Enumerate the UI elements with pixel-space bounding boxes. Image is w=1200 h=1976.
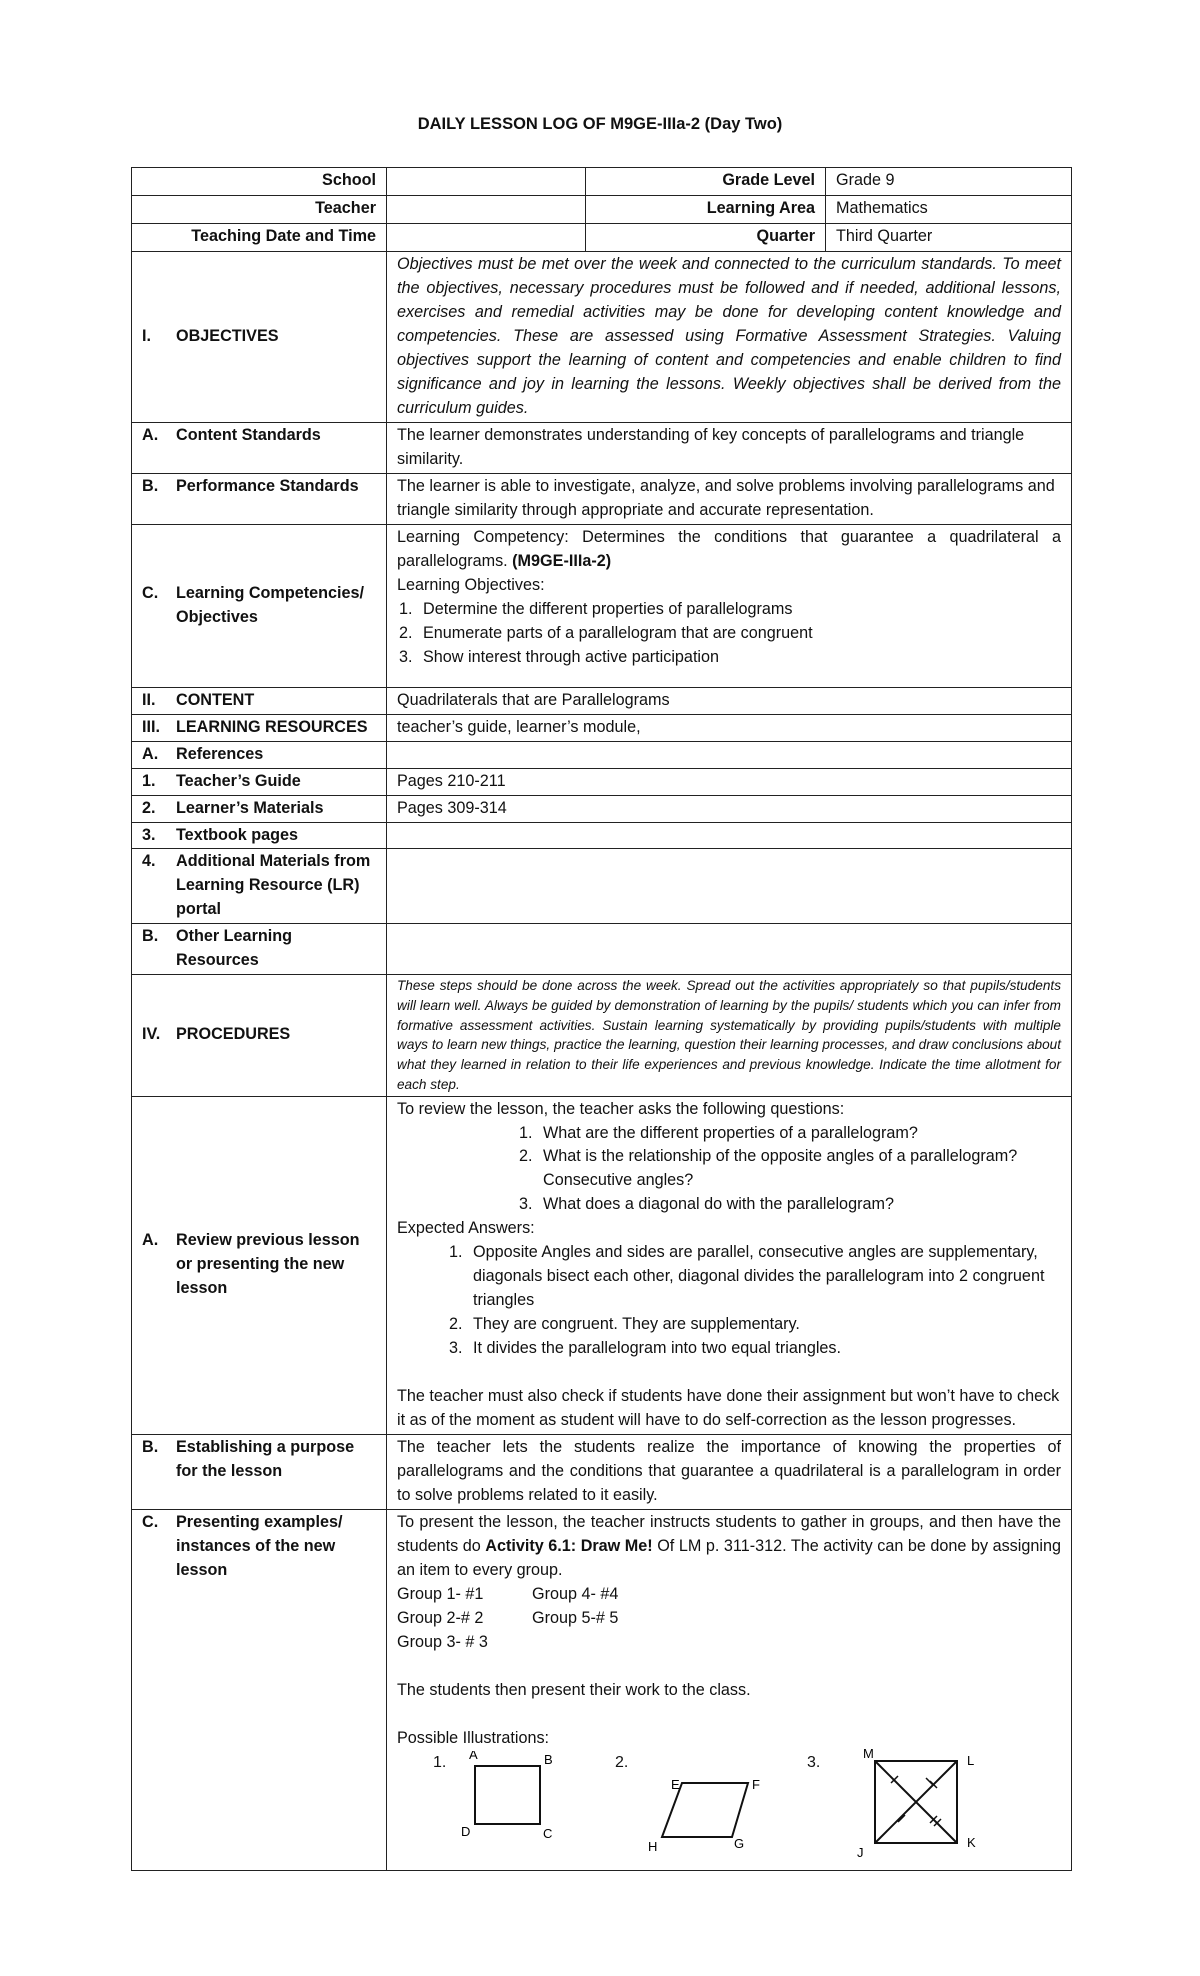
illustrations xyxy=(397,1745,1061,1869)
learning-objectives-title: Learning Objectives: xyxy=(397,575,545,594)
section-label: Establishing a purpose for the lesson xyxy=(176,1438,355,1481)
section-label: Performance Standards xyxy=(176,476,359,495)
competencies-cell xyxy=(387,524,1072,687)
illustrations-title: Possible Illustrations: xyxy=(397,1728,550,1747)
list-item: 3. What does a diagonal do with the parallelogram? xyxy=(537,1193,1061,1217)
vertex-label: A xyxy=(469,1750,478,1762)
vertex-label: H xyxy=(648,1838,658,1851)
learning-resources-text: teacher’s guide, learner’s module, xyxy=(387,714,1072,741)
date-value xyxy=(387,224,586,252)
purpose-text: The teacher lets the students realize the importance of knowing the properties of parallelograms and the conditions that guarantee a quadrilateral is a parallelogram in order to solve problems related to it easily. xyxy=(387,1435,1072,1510)
procedures-row: IV. PROCEDURES These steps should be done across the week. Spread out the activities appropriately so that pupils/students will learn well. Always be guided by demonstration of learning by the pupils/ students which you can infer from formative assessment activities. Sustain learning systematically by providing pupils/students with multiple ways to learn new things, practice the learning, question their learning processes, and draw conclusions about what they learned in relation to their life experiences and previous knowledge. Indicate the time allotment for each step. xyxy=(132,975,1072,1096)
activity-name: Activity 6.1: Draw Me! xyxy=(485,1537,653,1555)
header-row-date xyxy=(132,224,1072,252)
group-item: Group 3- # 3 xyxy=(397,1632,488,1651)
section-label: OBJECTIVES xyxy=(176,326,279,345)
parallelogram-figure xyxy=(642,1751,772,1851)
list-item: 3. It divides the parallelogram into two equal triangles. xyxy=(467,1337,1061,1361)
group-item: Group 1- #1 xyxy=(397,1584,484,1603)
learning-area-label: Learning Area xyxy=(586,196,826,224)
group-item: Group 5-# 5 xyxy=(532,1608,619,1627)
section-label: Learner’s Materials xyxy=(176,798,324,817)
learners-materials-row: 2. Learner’s Materials Pages 309-314 xyxy=(132,795,1072,822)
teachers-guide-pages: Pages 210-211 xyxy=(387,768,1072,795)
content-standards-row: A. Content Standards The learner demonstrates understanding of key concepts of parallelograms and triangle similarity. xyxy=(132,422,1072,473)
list-item: 2. They are congruent. They are supplementary. xyxy=(467,1313,1061,1337)
review-row: A. Review previous lesson or presenting the new lesson To review the lesson, the teacher asks the following questions: 1. What are the different properties of a parallelogram? 2. What is the relationship of the opposite angles of a parallelogram? Consecutive angles? 3. What does a diagonal do with the parallelogram? Expected Answers: 1. Opposite Angles and sides are parallel, consecutive angles are supplementary, diagonals bisect each other, diagonal divides the parallelogram into 2 congruent triangles 2. They are congruent. They are supplementary. 3. It divides the parallelogram into two equal triangles. The teacher must also check if students have done their assignment but won’t have to check it as of the moment as student will have to do self-correction as the lesson progresses. xyxy=(132,1096,1072,1435)
textbook-pages-row: 3. Textbook pages xyxy=(132,822,1072,849)
section-label: Teacher’s Guide xyxy=(176,771,301,790)
vertex-label: D xyxy=(461,1823,471,1839)
list-item: 2. Enumerate parts of a parallelogram that are congruent xyxy=(417,622,1061,646)
group-item: Group 4- #4 xyxy=(532,1584,619,1603)
list-item: 1. Determine the different properties of parallelograms xyxy=(417,598,1061,622)
references-row: A. References xyxy=(132,741,1072,768)
school-label: School xyxy=(132,168,387,196)
vertex-label: C xyxy=(543,1825,553,1841)
lesson-log-table xyxy=(131,167,1072,1871)
teacher-value xyxy=(387,196,586,224)
review-note: The teacher must also check if students have done their assignment but won’t have to check it as of the moment as student will have to do self-correction as the lesson progresses. xyxy=(397,1387,1060,1430)
school-value xyxy=(387,168,586,196)
section-label: Presenting examples/ instances of the new lesson xyxy=(176,1513,343,1579)
list-item: 1. Opposite Angles and sides are parallel, consecutive angles are supplementary, diagonals bisect each other, diagonal divides the parallelogram into 2 congruent triangles xyxy=(467,1241,1061,1313)
content-text: Quadrilaterals that are Parallelograms xyxy=(387,687,1072,714)
section-label: Textbook pages xyxy=(176,825,299,844)
review-cell xyxy=(387,1096,1072,1435)
other-resources-row: B. Other Learning Resources xyxy=(132,924,1072,975)
teacher-label: Teacher xyxy=(132,196,387,224)
section-label: Review previous lesson or presenting the new lesson xyxy=(176,1231,360,1298)
content-standards-text: The learner demonstrates understanding of key concepts of parallelograms and triangle similarity. xyxy=(387,422,1072,473)
vertex-label: B xyxy=(544,1751,553,1767)
grade-level-value: Grade 9 xyxy=(826,168,1072,196)
page-title: DAILY LESSON LOG OF M9GE-IIIa-2 (Day Two) xyxy=(417,115,783,133)
learning-area-value: Mathematics xyxy=(826,196,1072,224)
vertex-label: K xyxy=(967,1834,976,1850)
figure-number: 3. xyxy=(807,1753,821,1771)
vertex-label: E xyxy=(671,1776,680,1792)
list-item: 2. What is the relationship of the opposite angles of a parallelogram? Consecutive angles? xyxy=(537,1145,1061,1193)
square-diagonals-figure xyxy=(847,1741,987,1859)
competency-text: Learning Competency: Determines the conditions that guarantee a quadrilateral a parallelograms. xyxy=(397,527,1061,570)
figure-number: 1. xyxy=(433,1753,447,1771)
figure-number: 2. xyxy=(615,1753,629,1771)
section-label: Content Standards xyxy=(176,425,321,444)
quarter-label: Quarter xyxy=(586,224,826,252)
learning-resources-row: III. LEARNING RESOURCES teacher’s guide, learner’s module, xyxy=(132,714,1072,741)
list-item: 1. What are the different properties of a parallelogram? xyxy=(537,1122,1061,1146)
rectangle-figure xyxy=(457,1751,557,1851)
section-label: LEARNING RESOURCES xyxy=(176,717,368,736)
section-label: Learning Competencies/ Objectives xyxy=(176,583,364,626)
list-item: 3. Show interest through active participation xyxy=(417,646,1061,670)
section-label: Additional Materials from Learning Resource (LR) portal xyxy=(176,852,371,919)
section-label: Other Learning Resources xyxy=(176,927,293,970)
vertex-label: F xyxy=(752,1776,760,1792)
learners-materials-pages: Pages 309-314 xyxy=(387,795,1072,822)
vertex-label: M xyxy=(863,1745,874,1761)
review-intro: To review the lesson, the teacher asks the following questions: xyxy=(397,1099,845,1118)
objectives-text: Objectives must be met over the week and connected to the curriculum standards. To meet the objectives, necessary procedures must be followed and if needed, additional lessons, exercises and remedial activities may be done for developing content knowledge and competencies. These are assessed using Formative Assessment Strategies. Valuing objectives support the learning of content and competencies and enable children to find significance and joy in learning the lessons. Weekly objectives shall be derived from the curriculum guides. xyxy=(387,252,1072,423)
date-label: Teaching Date and Time xyxy=(132,224,387,252)
section-number: I. xyxy=(142,326,151,345)
section-label: PROCEDURES xyxy=(176,1025,291,1044)
header-row-teacher xyxy=(132,196,1072,224)
competency-code: (M9GE-IIIa-2) xyxy=(512,551,612,570)
present-text: The students then present their work to the class. xyxy=(397,1680,751,1699)
section-label: References xyxy=(176,744,264,763)
content-row: II. CONTENT Quadrilaterals that are Parallelograms xyxy=(132,687,1072,714)
competencies-row: C. Learning Competencies/ Objectives Learning Competency: Determines the conditions that guarantee a quadrilateral a parallelograms. (M9GE-IIIa-2) Learning Objectives: 1. Determine the different properties of parallelograms 2. Enumerate parts of a parallelogram that are congruent 3. Show interest through active participation xyxy=(132,524,1072,687)
grade-level-label: Grade Level xyxy=(586,168,826,196)
group-item: Group 2-# 2 xyxy=(397,1608,484,1627)
quarter-value: Third Quarter xyxy=(826,224,1072,252)
performance-standards-row: B. Performance Standards The learner is able to investigate, analyze, and solve problems involving parallelograms and triangle similarity through appropriate and accurate representation. xyxy=(132,473,1072,524)
teachers-guide-row: 1. Teacher’s Guide Pages 210-211 xyxy=(132,768,1072,795)
objectives-row xyxy=(132,252,1072,423)
vertex-label: G xyxy=(734,1835,745,1851)
section-label: CONTENT xyxy=(176,690,255,709)
vertex-label: J xyxy=(857,1844,864,1859)
additional-materials-row: 4. Additional Materials from Learning Resource (LR) portal xyxy=(132,849,1072,924)
header-row-school xyxy=(132,168,1072,196)
performance-standards-text: The learner is able to investigate, analyze, and solve problems involving parallelograms and triangle similarity through appropriate and accurate representation. xyxy=(387,473,1072,524)
vertex-label: L xyxy=(967,1752,975,1768)
procedures-text: These steps should be done across the week. Spread out the activities appropriately so that pupils/students will learn well. Always be guided by demonstration of learning by the pupils/ students which you can infer from formative assessment activities. Sustain learning systematically by providing pupils/students with multiple ways to learn new things, practice the learning, question their learning processes, and draw conclusions about what they learned in relation to their life experiences and previous knowledge. Indicate the time allotment for each step. xyxy=(387,975,1072,1096)
presenting-row: C. Presenting examples/ instances of the new lesson To present the lesson, the teacher instructs students to gather in groups, and then have the students do Activity 6.1: Draw Me! Of LM p. 311-312. The activity can be done by assigning an item to every group. Group 1- #1 Group 4- #4 Group 2-# 2 Group 5-# 5 Group 3- # 3 The students then present their work to the class. Possible Illustrations: 1. 2. 3. A B C D E F G H M L K J xyxy=(132,1510,1072,1871)
group-assignments xyxy=(397,1583,1061,1655)
purpose-row: B. Establishing a purpose for the lesson The teacher lets the students realize the importance of knowing the properties of parallelograms and the conditions that guarantee a quadrilateral is a parallelogram in order to solve problems related to it easily. xyxy=(132,1435,1072,1510)
answers-title: Expected Answers: xyxy=(397,1219,535,1238)
presenting-cell: To present the lesson, the teacher instructs students to gather in groups, and then have the students do Activity 6.1: Draw Me! Of LM p. 311-312. The activity can be done by assigning an item to every group. Group 1- #1 Group 4- #4 Group 2-# 2 Group 5-# 5 Group 3- # 3 The students then present their work to the class. Possible Illustrations: 1. 2. 3. A B C D E F G H M L K J xyxy=(387,1510,1072,1871)
